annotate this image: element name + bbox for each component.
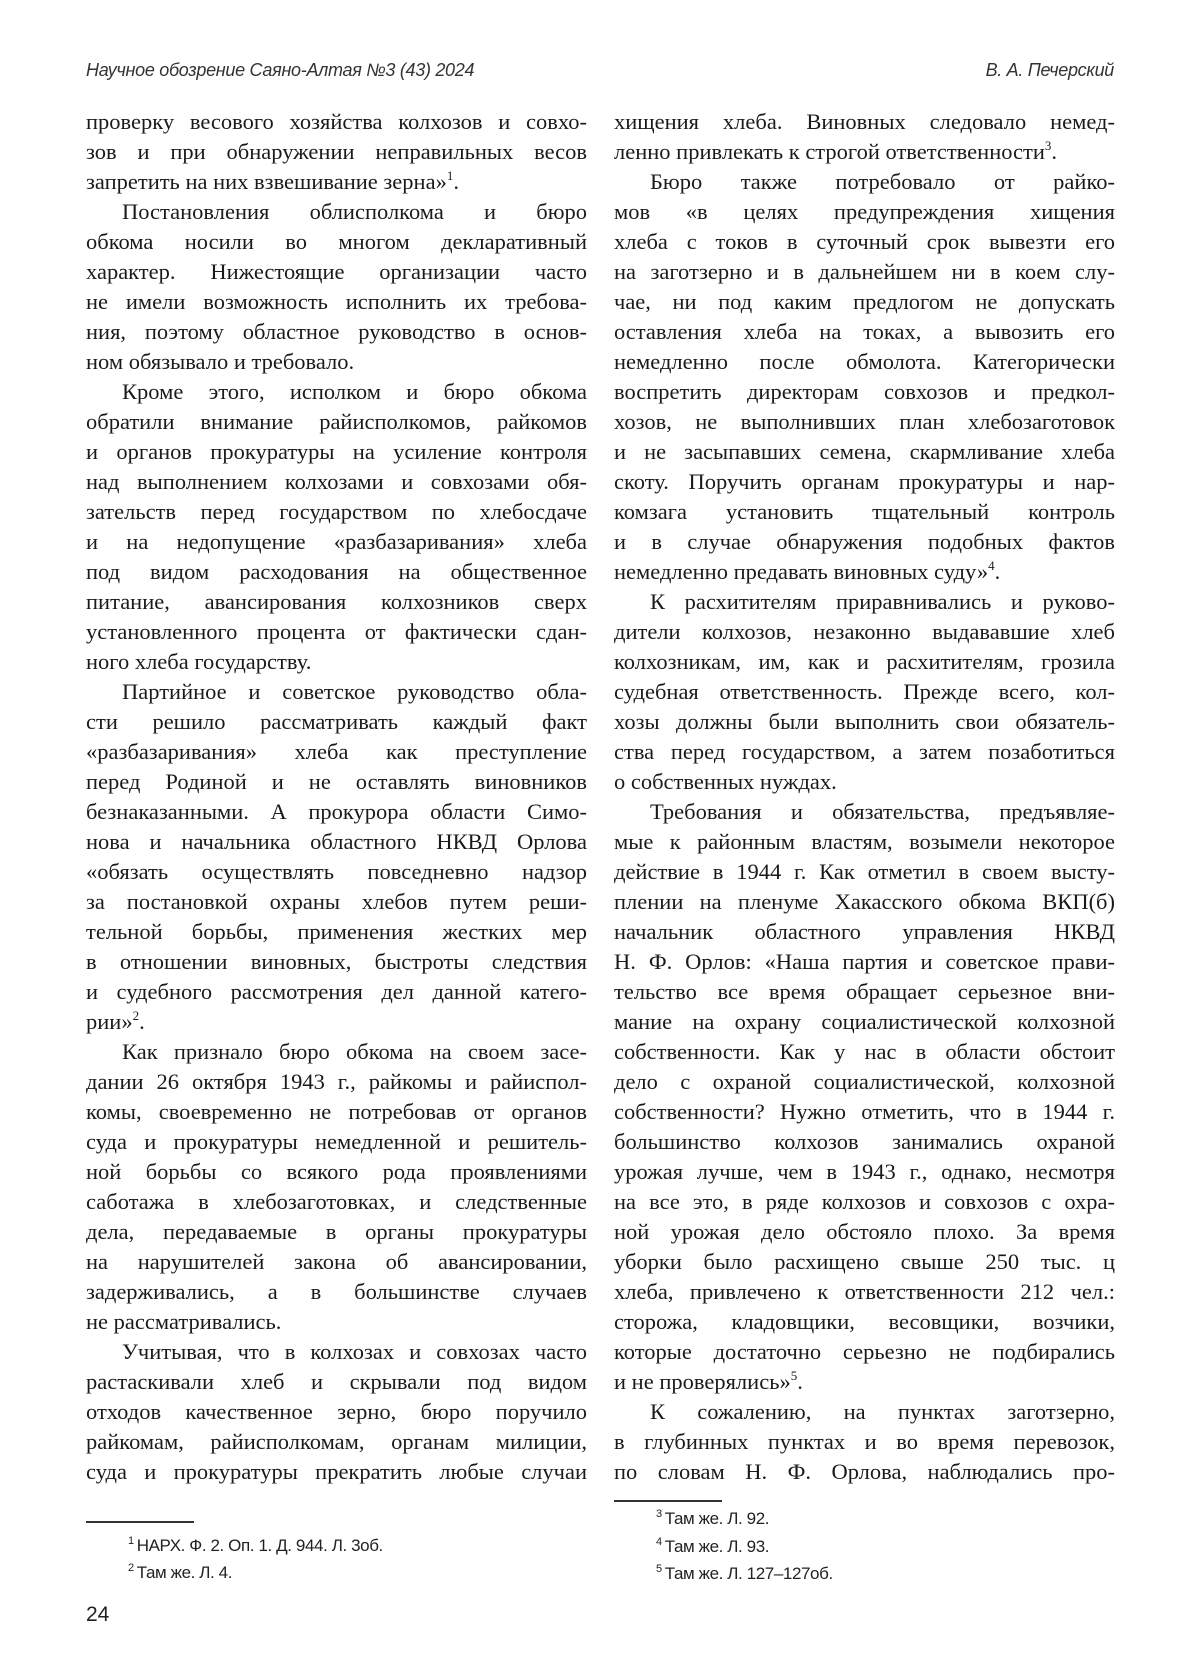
line-text: Партийное и советское руководство обла- <box>122 679 587 704</box>
left-column <box>86 107 587 1487</box>
text-line <box>614 1367 1115 1397</box>
line-text: по словам Н. Ф. Орлова, наблюдались про- <box>614 1459 1115 1484</box>
text-line <box>614 497 1115 527</box>
footnote-4 <box>656 1537 769 1557</box>
page-number: 24 <box>86 1603 109 1627</box>
line-text: зательств перед государством по хлебосдаче <box>86 499 587 524</box>
line-text: мание на охрану социалистической колхозной <box>614 1009 1115 1034</box>
line-text: отходов качественное зерно, бюро поручило <box>86 1399 587 1424</box>
text-line <box>86 467 587 497</box>
line-text: за постановкой охраны хлебов путем реши- <box>86 889 587 914</box>
line-text: скоту. Поручить органам прокуратуры и нар- <box>614 469 1115 494</box>
text-line <box>86 1427 587 1457</box>
text-line <box>614 737 1115 767</box>
footnote-reference[interactable]: 2 <box>133 1008 140 1023</box>
footnote-text: Там же. Л. 127–127об. <box>665 1564 833 1583</box>
line-text: и органов прокуратуры на усиление контроля <box>86 439 587 464</box>
footnote-text: Там же. Л. 92. <box>665 1509 769 1528</box>
right-column <box>614 107 1115 1487</box>
line-text: Учитывая, что в колхозах и совхозах часто <box>122 1339 587 1364</box>
line-text: Бюро также потребовало от райко- <box>650 169 1115 194</box>
line-text: которые достаточно серьезно не подбирались <box>614 1339 1115 1364</box>
text-line <box>614 1187 1115 1217</box>
text-line <box>86 557 587 587</box>
text-line <box>86 917 587 947</box>
text-line <box>614 1457 1115 1487</box>
text-line <box>614 947 1115 977</box>
text-line <box>86 1397 587 1427</box>
line-text: дании 26 октября 1943 г., райкомы и райиспол- <box>86 1069 587 1094</box>
text-line <box>86 197 587 227</box>
line-text: тельной борьбы, применения жестких мер <box>86 919 587 944</box>
line-text: райкомам, райисполкомам, органам милиции, <box>86 1429 587 1454</box>
text-line <box>86 587 587 617</box>
text-line <box>614 347 1115 377</box>
line-text: и не проверялись» <box>614 1369 791 1394</box>
line-text: характер. Нижестоящие организации часто <box>86 259 587 284</box>
text-line <box>86 797 587 827</box>
text-line <box>86 107 587 137</box>
footnote-divider-left <box>86 1521 194 1523</box>
text-line <box>86 527 587 557</box>
line-text: Кроме этого, исполком и бюро обкома <box>122 379 587 404</box>
text-line <box>86 647 587 677</box>
line-text: проверку весового хозяйства колхозов и совхо- <box>86 109 587 134</box>
line-text: мые к районным властям, возымели некоторое <box>614 829 1115 854</box>
line-text: «обязать осуществлять повседневно надзор <box>86 859 587 884</box>
line-text: ленно привлекать к строгой ответственности <box>614 139 1045 164</box>
text-line <box>614 1127 1115 1157</box>
text-line <box>86 1277 587 1307</box>
text-line <box>614 1307 1115 1337</box>
text-line <box>614 827 1115 857</box>
text-line <box>614 1217 1115 1247</box>
text-line <box>614 437 1115 467</box>
footnote-2 <box>128 1563 232 1583</box>
text-line <box>86 707 587 737</box>
line-text: сти решило рассматривать каждый факт <box>86 709 587 734</box>
footnote-reference[interactable]: 4 <box>988 558 995 573</box>
footnote-text: Там же. Л. 4. <box>137 1563 232 1582</box>
text-line <box>614 1097 1115 1127</box>
footnote-reference[interactable]: 1 <box>447 168 454 183</box>
line-text: воспретить директорам совхозов и предкол- <box>614 379 1115 404</box>
line-text: ства перед государством, а затем позаботиться <box>614 739 1115 764</box>
line-text: дела, передаваемые в органы прокуратуры <box>86 1219 587 1244</box>
footnote-3 <box>656 1509 769 1529</box>
text-line <box>86 227 587 257</box>
text-line <box>86 497 587 527</box>
text-line <box>614 197 1115 227</box>
text-line <box>86 1097 587 1127</box>
line-text: перед Родиной и не оставлять виновников <box>86 769 587 794</box>
text-line <box>86 257 587 287</box>
text-line <box>614 857 1115 887</box>
text-line <box>614 677 1115 707</box>
text-line <box>614 767 1115 797</box>
line-text: судебная ответственность. Прежде всего, кол- <box>614 679 1115 704</box>
text-line <box>614 1277 1115 1307</box>
line-text: ном обязывало и требовало. <box>86 349 354 374</box>
line-text: собственности? Нужно отметить, что в 1944 г. <box>614 1099 1115 1124</box>
text-line <box>86 377 587 407</box>
footnote-divider-right <box>614 1500 722 1502</box>
line-text: ной урожая дело обстояло плохо. За время <box>614 1219 1115 1244</box>
line-text: и не засыпавших семена, скармливание хлеба <box>614 439 1115 464</box>
line-text: немедленно после обмолота. Категорически <box>614 349 1115 374</box>
line-text: Постановления облисполкома и бюро <box>122 199 587 224</box>
line-text: запретить на них взвешивание зерна» <box>86 169 447 194</box>
text-line <box>614 797 1115 827</box>
text-line <box>86 1127 587 1157</box>
text-line <box>614 527 1115 557</box>
text-line <box>614 1427 1115 1457</box>
text-line <box>86 977 587 1007</box>
line-tail: . <box>995 559 1001 584</box>
text-line <box>614 1037 1115 1067</box>
line-text: Н. Ф. Орлов: «Наша партия и советское прави- <box>614 949 1115 974</box>
text-line <box>86 437 587 467</box>
line-text: суда и прокуратуры немедленной и решитель- <box>86 1129 587 1154</box>
line-text: растаскивали хлеб и скрывали под видом <box>86 1369 587 1394</box>
line-text: большинство колхозов занимались охраной <box>614 1129 1115 1154</box>
line-text: хозы должны были выполнить свои обязатель- <box>614 709 1115 734</box>
line-text: и на недопущение «разбазаривания» хлеба <box>86 529 587 554</box>
text-line <box>614 227 1115 257</box>
text-line <box>86 407 587 437</box>
line-text: хозов, не выполнивших план хлебозаготовок <box>614 409 1115 434</box>
text-line <box>86 1007 587 1037</box>
line-text: нова и начальника областного НКВД Орлова <box>86 829 587 854</box>
footnote-text: НАРХ. Ф. 2. Оп. 1. Д. 944. Л. 3об. <box>137 1536 383 1555</box>
line-text: урожая лучше, чем в 1943 г., однако, несмотря <box>614 1159 1115 1184</box>
line-text: не рассматривались. <box>86 1309 281 1334</box>
line-text: в отношении виновных, быстроты следствия <box>86 949 587 974</box>
text-line <box>86 1217 587 1247</box>
line-text: хищения хлеба. Виновных следовало немед- <box>614 109 1115 134</box>
text-line <box>614 167 1115 197</box>
running-header-journal: Научное обозрение Саяно-Алтая №3 (43) 2024 <box>86 60 474 81</box>
footnote-number: 5 <box>656 1563 662 1575</box>
line-text: начальник областного управления НКВД <box>614 919 1115 944</box>
line-text: действие в 1944 г. Как отметил в своем высту- <box>614 859 1115 884</box>
text-line <box>614 1007 1115 1037</box>
text-line <box>86 1367 587 1397</box>
line-text: уборки было расхищено свыше 250 тыс. ц <box>614 1249 1115 1274</box>
text-line <box>86 1337 587 1367</box>
text-line <box>614 887 1115 917</box>
text-line <box>614 917 1115 947</box>
line-text: хлеба с токов в суточный срок вывезти его <box>614 229 1115 254</box>
text-line <box>86 317 587 347</box>
text-line <box>86 287 587 317</box>
line-text: обратили внимание райисполкомов, райкомов <box>86 409 587 434</box>
line-text: и в случае обнаружения подобных фактов <box>614 529 1115 554</box>
text-line <box>86 947 587 977</box>
line-text: дители колхозов, незаконно выдававшие хлеб <box>614 619 1115 644</box>
text-line <box>614 1157 1115 1187</box>
footnote-number: 3 <box>656 1508 662 1520</box>
text-line <box>614 257 1115 287</box>
line-text: Требования и обязательства, предъявляе- <box>650 799 1115 824</box>
line-text: на все это, в ряде колхозов и совхозов с охра- <box>614 1189 1115 1214</box>
line-tail: . <box>797 1369 803 1394</box>
text-line <box>86 1157 587 1187</box>
text-line <box>86 347 587 377</box>
footnote-reference[interactable]: 5 <box>791 1368 798 1383</box>
line-text: питание, авансирования колхозников сверх <box>86 589 587 614</box>
footnote-text: Там же. Л. 93. <box>665 1537 769 1556</box>
line-text: суда и прокуратуры прекратить любые случаи <box>86 1459 587 1484</box>
running-header-author: В. А. Печерский <box>986 60 1114 81</box>
line-text: немедленно предавать виновных суду» <box>614 559 988 584</box>
line-text: мов «в целях предупреждения хищения <box>614 199 1115 224</box>
footnote-reference[interactable]: 3 <box>1045 138 1052 153</box>
line-text: колхозникам, им, как и расхитителям, грозила <box>614 649 1115 674</box>
text-line <box>86 887 587 917</box>
line-tail: . <box>453 169 459 194</box>
text-line <box>614 137 1115 167</box>
line-text: над выполнением колхозами и совхозами обя- <box>86 469 587 494</box>
line-text: ной борьбы со всякого рода проявлениями <box>86 1159 587 1184</box>
text-line <box>614 587 1115 617</box>
line-text: рии» <box>86 1009 133 1034</box>
text-line <box>614 287 1115 317</box>
text-line <box>614 977 1115 1007</box>
line-text: задерживались, а в большинстве случаев <box>86 1279 587 1304</box>
text-line <box>614 1397 1115 1427</box>
line-text: саботажа в хлебозаготовках, и следственные <box>86 1189 587 1214</box>
line-text: тельство все время обращает серьезное вни- <box>614 979 1115 1004</box>
line-text: и судебного рассмотрения дел данной катего- <box>86 979 587 1004</box>
footnote-number: 4 <box>656 1536 662 1548</box>
text-line <box>614 647 1115 677</box>
line-text: чае, ни под каким предлогом не допускать <box>614 289 1115 314</box>
text-line <box>86 167 587 197</box>
line-text: хлеба, привлечено к ответственности 212 чел.: <box>614 1279 1115 1304</box>
text-line <box>86 677 587 707</box>
text-line <box>86 1307 587 1337</box>
line-text: К сожалению, на пунктах заготзерно, <box>650 1399 1115 1424</box>
text-line <box>86 137 587 167</box>
line-text: «разбазаривания» хлеба как преступление <box>86 739 587 764</box>
line-text: установленного процента от фактически сдан- <box>86 619 587 644</box>
text-line <box>614 707 1115 737</box>
text-line <box>86 1187 587 1217</box>
line-text: в глубинных пунктах и во время перевозок, <box>614 1429 1115 1454</box>
line-tail: . <box>1051 139 1057 164</box>
text-line <box>86 1067 587 1097</box>
line-text: на нарушителей закона об авансировании, <box>86 1249 587 1274</box>
line-text: Как признало бюро обкома на своем засе- <box>122 1039 587 1064</box>
footnote-5 <box>656 1564 833 1584</box>
text-line <box>86 737 587 767</box>
text-line <box>614 557 1115 587</box>
footnote-number: 2 <box>128 1562 134 1574</box>
line-text: обкома носили во многом декларативный <box>86 229 587 254</box>
line-text: о собственных нуждах. <box>614 769 837 794</box>
line-text: зов и при обнаружении неправильных весов <box>86 139 587 164</box>
text-line <box>614 317 1115 347</box>
text-line <box>614 1247 1115 1277</box>
line-text: безнаказанными. А прокурора области Симо- <box>86 799 587 824</box>
text-line <box>86 857 587 887</box>
text-line <box>614 617 1115 647</box>
line-text: комы, своевременно не потребовав от органов <box>86 1099 587 1124</box>
line-text: на заготзерно и в дальнейшем ни в коем слу- <box>614 259 1115 284</box>
line-text: плении на пленуме Хакасского обкома ВКП(б) <box>614 889 1115 914</box>
line-text: не имели возможность исполнить их требова- <box>86 289 587 314</box>
line-text: собственности. Как у нас в области обстоит <box>614 1039 1115 1064</box>
line-tail: . <box>139 1009 145 1034</box>
line-text: ного хлеба государству. <box>86 649 311 674</box>
text-line <box>86 1037 587 1067</box>
text-line <box>86 767 587 797</box>
text-line <box>614 1337 1115 1367</box>
footnote-1 <box>128 1536 383 1556</box>
line-text: комзага установить тщательный контроль <box>614 499 1115 524</box>
text-line <box>614 407 1115 437</box>
line-text: оставления хлеба на токах, а вывозить его <box>614 319 1115 344</box>
text-line <box>86 617 587 647</box>
text-line <box>86 1247 587 1277</box>
text-line <box>86 1457 587 1487</box>
text-line <box>86 827 587 857</box>
footnote-number: 1 <box>128 1535 134 1547</box>
text-line <box>614 107 1115 137</box>
line-text: К расхитителям приравнивались и руково- <box>650 589 1115 614</box>
line-text: ния, поэтому областное руководство в основ- <box>86 319 587 344</box>
text-line <box>614 377 1115 407</box>
text-line <box>614 1067 1115 1097</box>
line-text: под видом расходования на общественное <box>86 559 587 584</box>
line-text: сторожа, кладовщики, весовщики, возчики, <box>614 1309 1115 1334</box>
text-line <box>614 467 1115 497</box>
line-text: дело с охраной социалистической, колхозной <box>614 1069 1115 1094</box>
